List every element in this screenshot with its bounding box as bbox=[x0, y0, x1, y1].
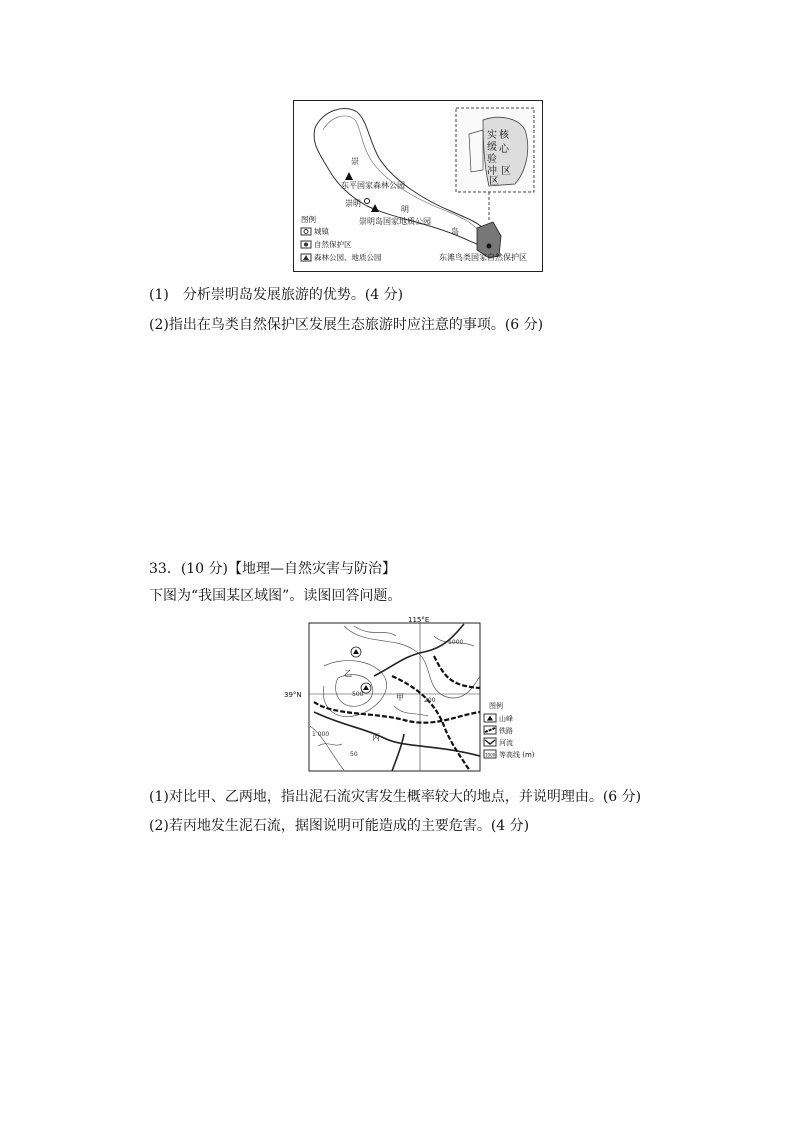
island-label-dao: 岛 bbox=[451, 227, 459, 236]
geopark-label: 崇明岛国家地质公园 bbox=[359, 217, 431, 226]
q33-part2: (2)若丙地发生泥石流，据图说明可能造成的主要危害。(4 分) bbox=[149, 818, 530, 834]
q33-heading: 33．(10 分)【地理—自然灾害与防治】 bbox=[149, 561, 397, 577]
inset-label-7: 心 bbox=[499, 144, 509, 155]
chongming-map bbox=[293, 100, 543, 272]
lon-label: 115°E bbox=[408, 616, 430, 624]
q32-part1: (1) 分析崇明岛发展旅游的优势。(4 分) bbox=[149, 287, 404, 303]
reserve-label: 东滩鸟类国家自然保护区 bbox=[439, 253, 527, 262]
contour-label: 50 bbox=[350, 751, 358, 758]
map1-legend-item: 自然保护区 bbox=[314, 240, 352, 249]
legend-contour-sample: 1000 bbox=[485, 752, 496, 758]
region-map-svg bbox=[284, 616, 546, 778]
q33-intro: 下图为“我国某区域图”。读图回答问题。 bbox=[149, 588, 402, 604]
island-label-ming: 明 bbox=[401, 205, 409, 214]
contour-label: 1000 bbox=[448, 639, 464, 646]
map2-legend-item: 山峰 bbox=[499, 715, 513, 723]
place-yi: 乙 bbox=[344, 669, 352, 678]
q33-part1: (1)对比甲、乙两地，指出泥石流灾害发生概率较大的地点，并说明理由。(6 分) bbox=[149, 789, 642, 805]
inset-label-2: 缓 bbox=[487, 142, 497, 153]
inset-label-4: 冲 bbox=[487, 166, 497, 177]
map2-legend-title: 图例 bbox=[489, 702, 503, 710]
inset-label-3: 验 bbox=[487, 154, 497, 165]
dongping-forest-label: 东平国家森林公园 bbox=[341, 181, 405, 190]
reserve-flower-icon bbox=[487, 244, 492, 249]
contour-label: 200 bbox=[424, 697, 436, 704]
lat-label: 39°N bbox=[284, 691, 302, 699]
chongming-map-svg bbox=[293, 100, 543, 272]
inset-label-5: 区 bbox=[489, 176, 499, 187]
map2-legend-item: 铁路 bbox=[499, 727, 513, 735]
inset-label-1: 实 bbox=[487, 130, 497, 141]
contour-label: 1 000 bbox=[312, 731, 330, 738]
town-icon bbox=[365, 199, 370, 204]
chongming-town-label: 崇明 bbox=[345, 199, 361, 208]
q32-part2: (2)指出在鸟类自然保护区发展生态旅游时应注意的事项。(6 分) bbox=[149, 317, 544, 333]
map1-legend-title: 图例 bbox=[301, 215, 316, 224]
place-bing: 丙 bbox=[372, 733, 380, 742]
map1-legend-item: 城镇 bbox=[314, 227, 329, 236]
map2-legend-item: 河流 bbox=[499, 739, 513, 747]
contour-label: 500 bbox=[352, 691, 364, 698]
map2-legend-item: 等高线 (m) bbox=[499, 751, 535, 759]
inset-label-6: 核 bbox=[499, 130, 509, 141]
inset-label-8: 区 bbox=[501, 166, 511, 177]
legend-reserve-icon bbox=[304, 243, 308, 247]
island-label-chong: 崇 bbox=[351, 157, 359, 166]
place-jia: 甲 bbox=[396, 693, 404, 702]
map1-legend-item: 森林公园、地质公园 bbox=[314, 253, 382, 262]
region-map bbox=[284, 616, 546, 778]
